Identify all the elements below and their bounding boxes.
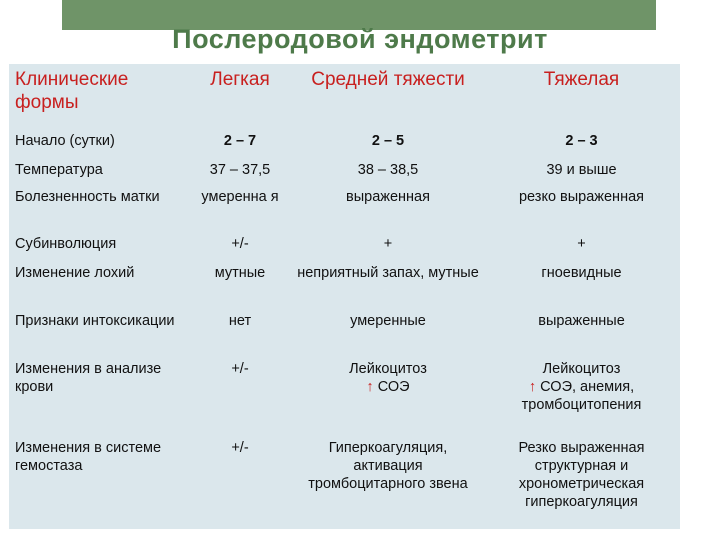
header-mild: Легкая xyxy=(210,69,270,90)
row-label: Признаки интоксикации xyxy=(15,313,175,329)
header-severe: Тяжелая xyxy=(543,69,620,90)
cell-severe: 2 – 3 xyxy=(565,133,598,149)
table-row xyxy=(9,159,680,186)
table-row xyxy=(9,262,680,310)
row-label: Температура xyxy=(15,162,103,178)
cell-mild: +/- xyxy=(231,361,249,377)
table-row xyxy=(9,130,680,159)
endometritis-table xyxy=(9,64,680,523)
row-label: Изменения в системе гемостаза xyxy=(15,440,162,474)
table-row xyxy=(9,358,680,437)
page-title: Послеродовой эндометрит xyxy=(172,24,548,54)
header-moderate: Средней тяжести xyxy=(311,69,465,90)
cell-moderate: умеренные xyxy=(350,313,426,329)
cell-mild: нет xyxy=(228,313,252,329)
row-label: Изменения в анализе крови xyxy=(15,361,162,395)
cell-moderate: + xyxy=(383,236,393,252)
cell-mild: мутные xyxy=(214,265,266,281)
table-row xyxy=(9,310,680,358)
arrow-up-icon: ↑ xyxy=(528,379,537,395)
cell-severe xyxy=(483,358,680,437)
cell-moderate: 2 – 5 xyxy=(371,133,405,149)
esr-label: СОЭ xyxy=(377,379,410,395)
table-row xyxy=(9,233,680,262)
cell-mild: умеренна я xyxy=(201,189,279,205)
endometritis-table-panel xyxy=(9,64,680,529)
cell-severe: резко выраженная xyxy=(518,189,644,205)
cell-moderate: выраженная xyxy=(346,189,430,205)
row-label: Изменение лохий xyxy=(15,265,135,281)
cell-moderate: неприятный запах, мутные xyxy=(297,265,479,281)
cell-severe: выраженные xyxy=(538,313,625,329)
header-clinical-forms: Клинические формы xyxy=(15,69,129,113)
cell-severe-line1: Лейкоцитоз xyxy=(542,361,621,377)
cell-moderate: 38 – 38,5 xyxy=(357,162,419,178)
arrow-up-icon: ↑ xyxy=(366,379,374,395)
cell-moderate-line2 xyxy=(297,378,479,396)
row-label: Начало (сутки) xyxy=(15,133,115,149)
cell-mild: 2 – 7 xyxy=(223,133,257,149)
row-label: Субинволюция xyxy=(15,236,117,252)
esr-anemia-label: СОЭ, анемия, тромбоцитопения xyxy=(521,379,642,413)
cell-severe: гноевидные xyxy=(541,265,622,281)
cell-mild: +/- xyxy=(231,236,249,252)
table-header-row xyxy=(9,64,680,130)
cell-moderate-line1: Лейкоцитоз xyxy=(349,361,427,377)
cell-severe: 39 и выше xyxy=(546,162,617,178)
row-label: Болезненность матки xyxy=(15,189,160,205)
cell-severe: + xyxy=(577,236,586,252)
cell-mild: +/- xyxy=(231,440,249,456)
cell-moderate xyxy=(293,358,483,437)
cell-severe: Резко выраженная структурная и хронометрическая гиперкоагуляция xyxy=(518,440,645,510)
table-row xyxy=(9,186,680,233)
cell-moderate: Гиперкоагуляция, активация тромбоцитарного звена xyxy=(308,440,468,492)
cell-severe-line2 xyxy=(487,378,676,414)
table-row xyxy=(9,437,680,523)
cell-mild: 37 – 37,5 xyxy=(209,162,271,178)
